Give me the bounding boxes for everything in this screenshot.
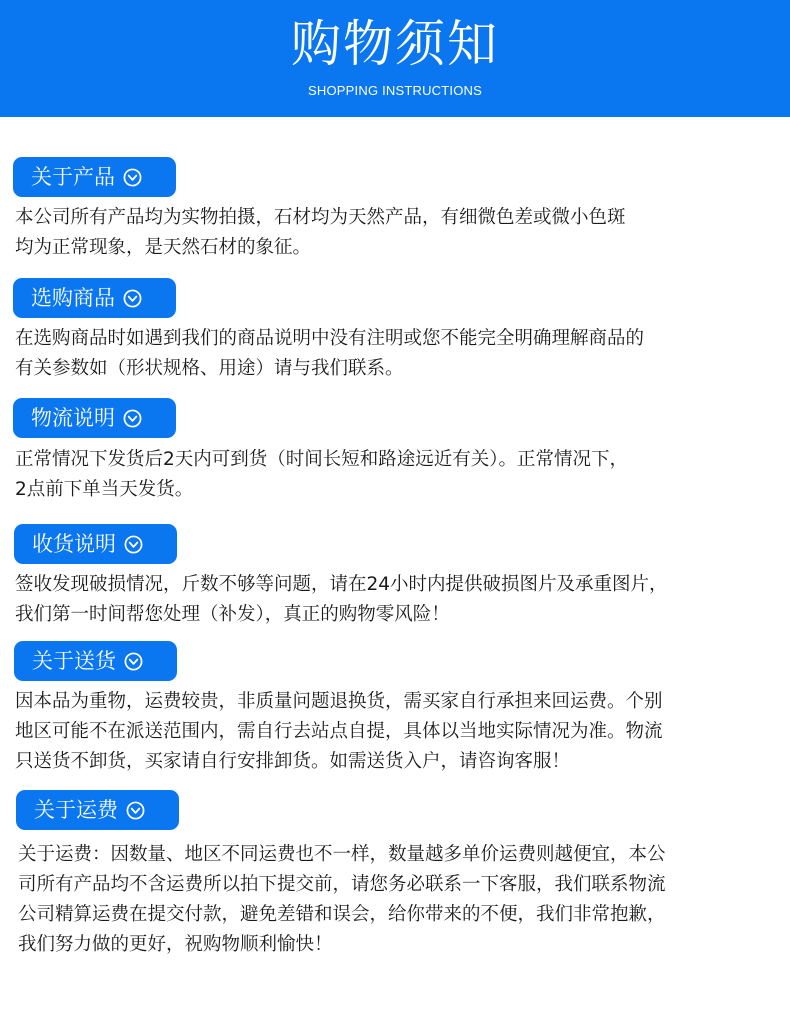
text-line: 因本品为重物，运费较贵，非质量问题退换货，需买家自行承担来回运费。个别	[15, 691, 663, 712]
section-badge-label: 关于送货	[32, 649, 116, 673]
chevron-circle-icon	[126, 801, 145, 820]
section-badge-selection	[13, 278, 176, 318]
section-text-delivery	[15, 687, 775, 777]
text-line: 只送货不卸货，买家请自行安排卸货。如需送货入户，请咨询客服！	[15, 751, 571, 772]
text-line: 有关参数如（形状规格、用途）请与我们联系。	[15, 358, 404, 379]
section-badge-label: 选购商品	[31, 286, 115, 310]
section-badge-label: 物流说明	[31, 406, 115, 430]
text-line: 在选购商品时如遇到我们的商品说明中没有注明或您不能完全明确理解商品的	[15, 328, 645, 349]
section-badge-receipt	[14, 524, 177, 564]
text-line: 地区可能不在派送范围内，需自行去站点自提，具体以当地实际情况为准。物流	[15, 721, 663, 742]
section-text-shipping-fee	[18, 840, 778, 960]
section-text-selection	[15, 324, 775, 384]
section-badge-delivery	[14, 641, 177, 681]
chevron-circle-icon	[123, 409, 142, 428]
page-title: 购物须知	[291, 15, 499, 73]
section-text-logistics	[15, 445, 775, 505]
section-badge-label: 关于运费	[34, 798, 118, 822]
text-line: 正常情况下发货后2天内可到货（时间长短和路途远近有关）。正常情况下，	[15, 449, 629, 470]
chevron-circle-icon	[124, 535, 143, 554]
text-line: 2点前下单当天发货。	[15, 479, 194, 500]
section-badge-product	[13, 157, 176, 197]
section-badge-label: 关于产品	[31, 165, 115, 189]
section-badge-shipping-fee	[16, 790, 179, 830]
page-subtitle: SHOPPING INSTRUCTIONS	[308, 83, 482, 98]
section-text-receipt	[15, 570, 775, 630]
text-line: 我们第一时间帮您处理（补发），真正的购物零风险！	[15, 604, 450, 625]
chevron-circle-icon	[124, 652, 143, 671]
section-badge-logistics	[13, 398, 176, 438]
text-line: 均为正常现象，是天然石材的象征。	[15, 237, 312, 258]
section-text-product	[15, 203, 775, 263]
text-line: 关于运费：因数量、地区不同运费也不一样，数量越多单价运费则越便宜，本公	[18, 844, 666, 865]
chevron-circle-icon	[123, 168, 142, 187]
text-line: 我们努力做的更好，祝购物顺利愉快！	[18, 934, 333, 955]
text-line: 本公司所有产品均为实物拍摄，石材均为天然产品，有细微色差或微小色斑	[15, 207, 626, 228]
text-line: 司所有产品均不含运费所以拍下提交前，请您务必联系一下客服，我们联系物流	[18, 874, 666, 895]
section-badge-label: 收货说明	[32, 532, 116, 556]
header-banner	[0, 0, 790, 117]
text-line: 签收发现破损情况，斤数不够等问题，请在24小时内提供破损图片及承重图片，	[15, 574, 668, 595]
chevron-circle-icon	[123, 289, 142, 308]
text-line: 公司精算运费在提交付款，避免差错和误会，给你带来的不便，我们非常抱歉，	[18, 904, 666, 925]
